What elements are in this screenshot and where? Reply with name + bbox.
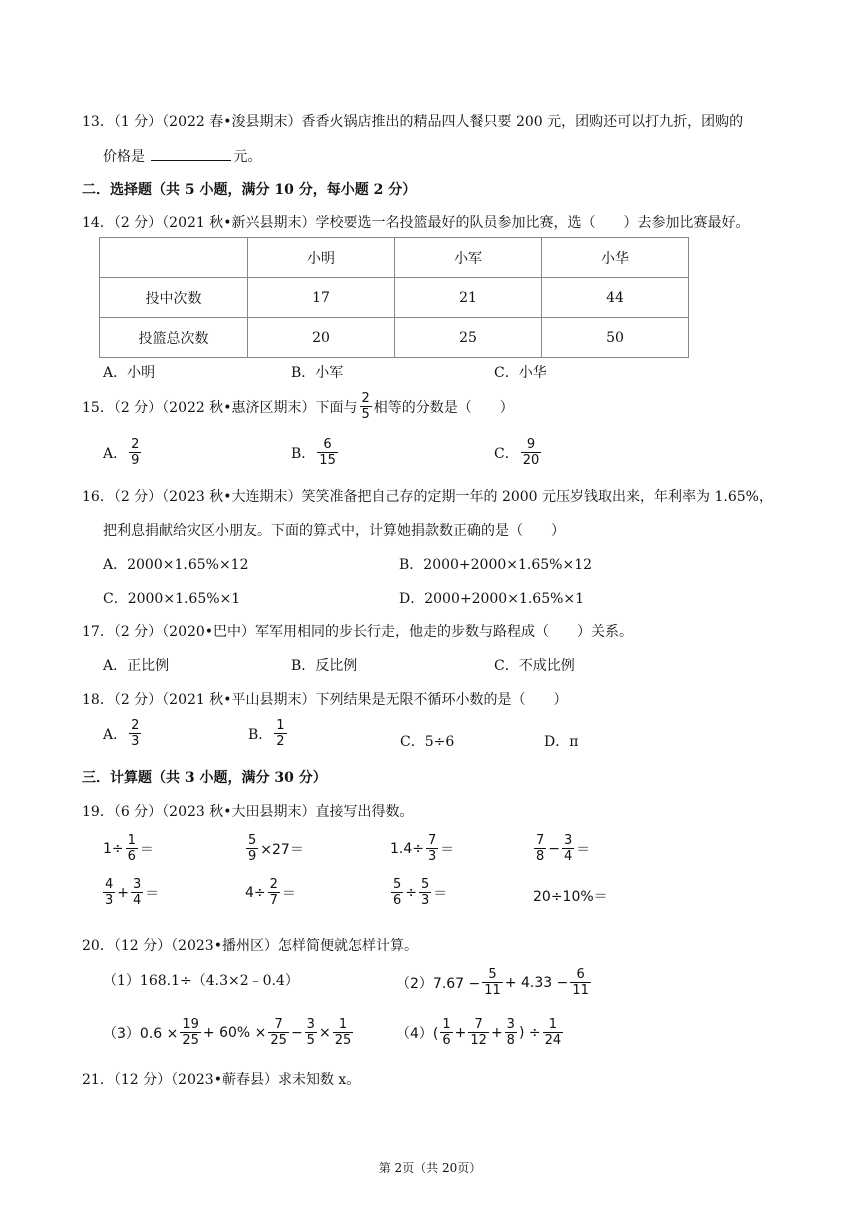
fraction [317, 438, 338, 467]
fraction [333, 1018, 354, 1047]
numerator: 5 [421, 877, 430, 892]
numerator: 5 [248, 833, 257, 848]
option-label: B． [248, 726, 273, 743]
numerator: 3 [506, 1017, 515, 1032]
denominator: 24 [544, 1033, 562, 1048]
expr-text: （2）7.67 − [396, 975, 481, 992]
numerator: 9 [526, 437, 536, 452]
q13-line2-pre: 价格是 [103, 149, 145, 165]
denominator: 2 [276, 734, 285, 749]
q15-option-b[interactable] [291, 438, 340, 467]
denominator: 3 [131, 734, 140, 749]
q13-answer-blank[interactable] [151, 148, 231, 161]
fraction [521, 438, 542, 467]
table-cell: 17 [248, 278, 395, 318]
denominator: 25 [182, 1033, 199, 1048]
denominator: 4 [564, 849, 573, 864]
q17-option-a[interactable]: A．正比例 [103, 658, 170, 674]
denominator: 6 [393, 893, 402, 908]
q19-expr-1 [103, 834, 154, 863]
table-cell: 小华 [542, 238, 689, 278]
table-cell: 44 [542, 278, 689, 318]
numerator: 5 [488, 967, 497, 982]
fraction [570, 968, 591, 997]
expr-text: ＝ [576, 841, 591, 858]
section-2-heading: 二．选择题（共 5 小题，满分 10 分，每小题 2 分） [82, 182, 417, 198]
table-cell [100, 238, 248, 278]
table-cell: 21 [395, 278, 542, 318]
option-label: A． [103, 726, 128, 743]
q20-part-1: （1）168.1÷（4.3×2﹣0.4） [103, 973, 299, 989]
numerator: 3 [564, 833, 573, 848]
q19-text: 19．（6 分）（2023 秋•大田县期末）直接写出得数。 [82, 804, 414, 820]
table-cell: 50 [542, 318, 689, 358]
q19-expr-2 [244, 834, 304, 863]
numerator: 3 [306, 1017, 315, 1032]
q14-text: 14．（2 分）（2021 秋•新兴县期末）学校要选一名投篮最好的队员参加比赛，选（ ）去参加比赛最好。 [82, 215, 750, 231]
expr-text: （4）( [396, 1025, 439, 1042]
fraction [129, 438, 141, 467]
table-row [100, 278, 689, 318]
expr-text: − [290, 1024, 303, 1041]
numerator: 7 [274, 1017, 283, 1032]
denominator: 9 [248, 849, 257, 864]
numerator: 2 [269, 877, 278, 892]
q14-table [99, 237, 689, 358]
numerator: 5 [393, 877, 402, 892]
expr-operator: − [548, 840, 561, 857]
q19-expr-8: 20÷10%＝ [533, 889, 608, 905]
expr-text: ＝ [139, 841, 154, 858]
q13-line1: 13．（1 分）（2022 春•浚县期末）香香火锅店推出的精品四人餐只要 200 元，团购还可以打九折，团购的 [82, 114, 744, 130]
q20-text: 20．（12 分）（2023•播州区）怎样简便就怎样计算。 [82, 938, 418, 954]
expr-text: （3）0.6 × [103, 1025, 179, 1042]
numerator: 1 [276, 718, 285, 733]
fraction [180, 1018, 201, 1047]
denominator: 9 [131, 453, 140, 468]
fraction [274, 719, 286, 748]
numerator: 2 [131, 718, 140, 733]
q14-option-a[interactable]: A．小明 [103, 365, 156, 381]
fraction [468, 1018, 489, 1047]
fraction [268, 878, 280, 907]
table-cell: 投篮总次数 [100, 318, 248, 358]
fraction [419, 878, 431, 907]
numerator: 1 [127, 833, 136, 848]
fraction [534, 834, 546, 863]
numerator: 6 [576, 967, 585, 982]
q18-option-d[interactable]: D．π [544, 734, 579, 750]
q16-option-b[interactable]: B．2000+2000×1.65%×12 [399, 557, 593, 573]
expr-operator: ÷ [405, 884, 418, 901]
option-label: B． [291, 445, 316, 462]
denominator: 5 [361, 407, 370, 422]
q15-option-a[interactable] [103, 438, 143, 467]
q17-text: 17．（2 分）（2020•巴中）军军用相同的步长行走，他走的步数与路程成（ ）关系。 [82, 624, 634, 640]
denominator: 3 [428, 849, 437, 864]
expr-text: + 4.33 − [504, 974, 569, 991]
denominator: 4 [133, 893, 142, 908]
numerator: 19 [182, 1017, 199, 1032]
fraction [360, 392, 372, 421]
q19-expr-3 [390, 834, 454, 863]
q15-option-c[interactable] [494, 438, 543, 467]
q14-option-b[interactable]: B．小军 [291, 365, 344, 381]
fraction [305, 1018, 317, 1047]
denominator: 25 [270, 1033, 287, 1048]
table-cell: 投中次数 [100, 278, 248, 318]
table-row [100, 238, 689, 278]
denominator: 8 [506, 1033, 515, 1048]
expr-text: × [318, 1024, 331, 1041]
denominator: 20 [522, 453, 540, 468]
q15-text [82, 392, 514, 421]
numerator: 6 [323, 437, 332, 452]
numerator: 3 [133, 877, 142, 892]
table-cell: 小明 [248, 238, 395, 278]
fraction [103, 878, 115, 907]
page-footer: 第 2页（共 20页） [378, 1161, 482, 1175]
expr-text: + [454, 1024, 467, 1041]
numerator: 2 [361, 391, 370, 406]
expr-text: + 60% × [202, 1024, 267, 1041]
expr-text: ) ÷ [518, 1024, 541, 1041]
table-row [100, 318, 689, 358]
q13-line2-post: 元。 [233, 149, 262, 165]
q20-part-2 [396, 968, 593, 997]
numerator: 1 [548, 1017, 558, 1032]
fraction [440, 1018, 452, 1047]
fraction [426, 834, 438, 863]
q14-option-c[interactable]: C．小华 [494, 365, 547, 381]
expr-text: ＝ [440, 841, 455, 858]
denominator: 11 [484, 983, 501, 998]
fraction [131, 878, 143, 907]
fraction [129, 719, 141, 748]
expr-operator: + [117, 884, 130, 901]
expr-text: ×27＝ [260, 841, 304, 858]
q17-option-b[interactable]: B．反比例 [291, 658, 358, 674]
q16-option-d[interactable]: D．2000+2000×1.65%×1 [399, 591, 585, 607]
q18-option-c[interactable]: C．5÷6 [400, 734, 455, 750]
table-cell: 25 [395, 318, 542, 358]
numerator: 1 [338, 1017, 348, 1032]
expr-text: ＝ [145, 885, 160, 902]
q20-part-3 [103, 1018, 355, 1047]
expr-text: ＝ [433, 885, 448, 902]
q18-text: 18．（2 分）（2021 秋•平山县期末）下列结果是无限不循环小数的是（ ） [82, 692, 568, 708]
numerator: 7 [474, 1017, 483, 1032]
denominator: 6 [127, 849, 136, 864]
fraction [126, 834, 138, 863]
denominator: 3 [105, 893, 114, 908]
q17-option-c[interactable]: C．不成比例 [494, 658, 575, 674]
q18-option-b[interactable] [248, 719, 289, 748]
q16-line1: 16．（2 分）（2023 秋•大连期末）笑笑准备把自己存的定期一年的 2000 元压岁钱取出来，年利率为 1.65%， [82, 489, 773, 505]
fraction [391, 878, 403, 907]
denominator: 7 [269, 893, 278, 908]
expr-text: + [490, 1024, 503, 1041]
denominator: 8 [536, 849, 545, 864]
q16-option-c[interactable]: C．2000×1.65%×1 [103, 591, 241, 607]
denominator: 25 [334, 1033, 352, 1048]
denominator: 15 [319, 453, 336, 468]
fraction [482, 968, 503, 997]
q20-part-4 [396, 1018, 565, 1047]
q18-option-a[interactable] [103, 719, 143, 748]
q19-expr-5 [101, 878, 159, 907]
numerator: 4 [105, 877, 114, 892]
numerator: 7 [428, 833, 437, 848]
q21-text: 21．（12 分）（2023•蕲春县）求未知数 x。 [82, 1072, 361, 1088]
fraction [505, 1018, 517, 1047]
q19-expr-4 [532, 834, 590, 863]
q15-text-post: 相等的分数是（ ） [373, 399, 514, 416]
option-label: A． [103, 445, 128, 462]
denominator: 11 [572, 983, 589, 998]
q13-line2 [103, 146, 261, 166]
fraction [543, 1018, 564, 1047]
q16-option-a[interactable]: A．2000×1.65%×12 [103, 557, 249, 573]
denominator: 5 [306, 1033, 315, 1048]
q19-expr-7 [389, 878, 447, 907]
numerator: 1 [442, 1017, 451, 1032]
table-cell: 小军 [395, 238, 542, 278]
table-cell: 20 [248, 318, 395, 358]
numerator: 2 [131, 437, 140, 452]
fraction [246, 834, 258, 863]
q19-expr-6 [245, 878, 296, 907]
section-3-heading: 三．计算题（共 3 小题，满分 30 分） [82, 770, 327, 786]
q16-line2: 把利息捐献给灾区小朋友。下面的算式中，计算她捐款数正确的是（ ） [103, 523, 565, 539]
option-label: C． [494, 445, 519, 462]
fraction [268, 1018, 289, 1047]
expr-text: 1÷ [103, 840, 124, 857]
denominator: 12 [470, 1033, 487, 1048]
fraction [562, 834, 574, 863]
expr-text: 1.4÷ [390, 840, 424, 857]
q15-text-pre: 15．（2 分）（2022 秋•惠济区期末）下面与 [82, 399, 358, 416]
denominator: 3 [421, 893, 430, 908]
expr-text: ＝ [281, 885, 296, 902]
expr-text: 4÷ [245, 884, 266, 901]
denominator: 6 [442, 1033, 451, 1048]
numerator: 7 [536, 833, 545, 848]
